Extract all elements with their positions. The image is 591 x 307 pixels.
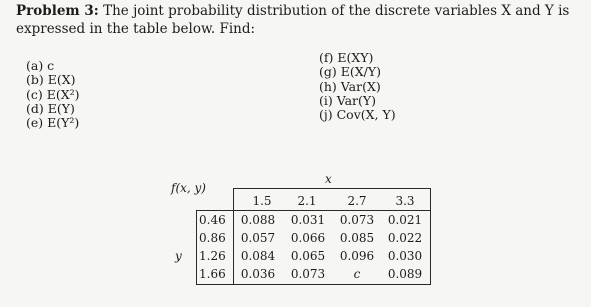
problem-text: The joint probability distribution of the discrete variables X and Y is expressed in the table below. Find:	[16, 3, 570, 37]
table-bottom-rule	[196, 284, 431, 285]
table-cell: 0.066	[290, 231, 326, 245]
question-g: (g) E(X/Y)	[319, 64, 381, 80]
table-cell: 0.030	[387, 249, 423, 263]
table-cell: 0.085	[339, 231, 375, 245]
table-cell: 0.088	[240, 213, 276, 227]
table-corner-label: f(x, y)	[171, 181, 206, 195]
question-h: (h) Var(X)	[319, 78, 381, 94]
table-header-rule	[196, 210, 431, 211]
table-cell: 0.036	[240, 267, 276, 281]
y-value-row-label: 1.26	[199, 249, 226, 263]
table-left-rule	[196, 210, 197, 284]
question-b: (b) E(X)	[26, 72, 76, 88]
question-c: (c) E(X²)	[26, 86, 80, 102]
x-value-header: 3.3	[395, 194, 415, 208]
question-f: (f) E(XY)	[319, 50, 374, 65]
table-x-label: x	[325, 172, 332, 186]
y-value-row-label: 1.66	[199, 267, 226, 281]
y-value-row-label: 0.46	[199, 213, 226, 227]
table-cell-unknown-c: c	[353, 267, 361, 281]
table-y-label: y	[175, 249, 182, 263]
table-cell: 0.073	[290, 267, 326, 281]
x-value-header: 2.7	[347, 194, 367, 208]
table-cell: 0.084	[240, 249, 276, 263]
question-a: (a) c	[26, 58, 55, 73]
x-value-header: 1.5	[252, 194, 272, 208]
table-top-rule	[234, 188, 431, 189]
questions-left-column	[26, 59, 80, 130]
question-d: (d) E(Y)	[26, 100, 75, 116]
question-j: (j) Cov(X, Y)	[319, 107, 396, 123]
questions-right-column	[319, 51, 396, 122]
table-cell: 0.031	[290, 213, 326, 227]
question-e: (e) E(Y²)	[26, 115, 80, 131]
problem-label: Problem 3:	[16, 3, 99, 19]
table-cell: 0.089	[387, 267, 423, 281]
y-value-row-label: 0.86	[199, 231, 226, 245]
table-cell: 0.096	[339, 249, 375, 263]
table-cell: 0.073	[339, 213, 375, 227]
table-cell: 0.022	[387, 231, 423, 245]
table-cell: 0.065	[290, 249, 326, 263]
question-i: (i) Var(Y)	[319, 92, 377, 108]
table-cell: 0.021	[387, 213, 423, 227]
table-cell: 0.057	[240, 231, 276, 245]
table-right-rule	[430, 188, 431, 284]
problem-statement	[16, 2, 581, 38]
x-value-header: 2.1	[297, 194, 317, 208]
